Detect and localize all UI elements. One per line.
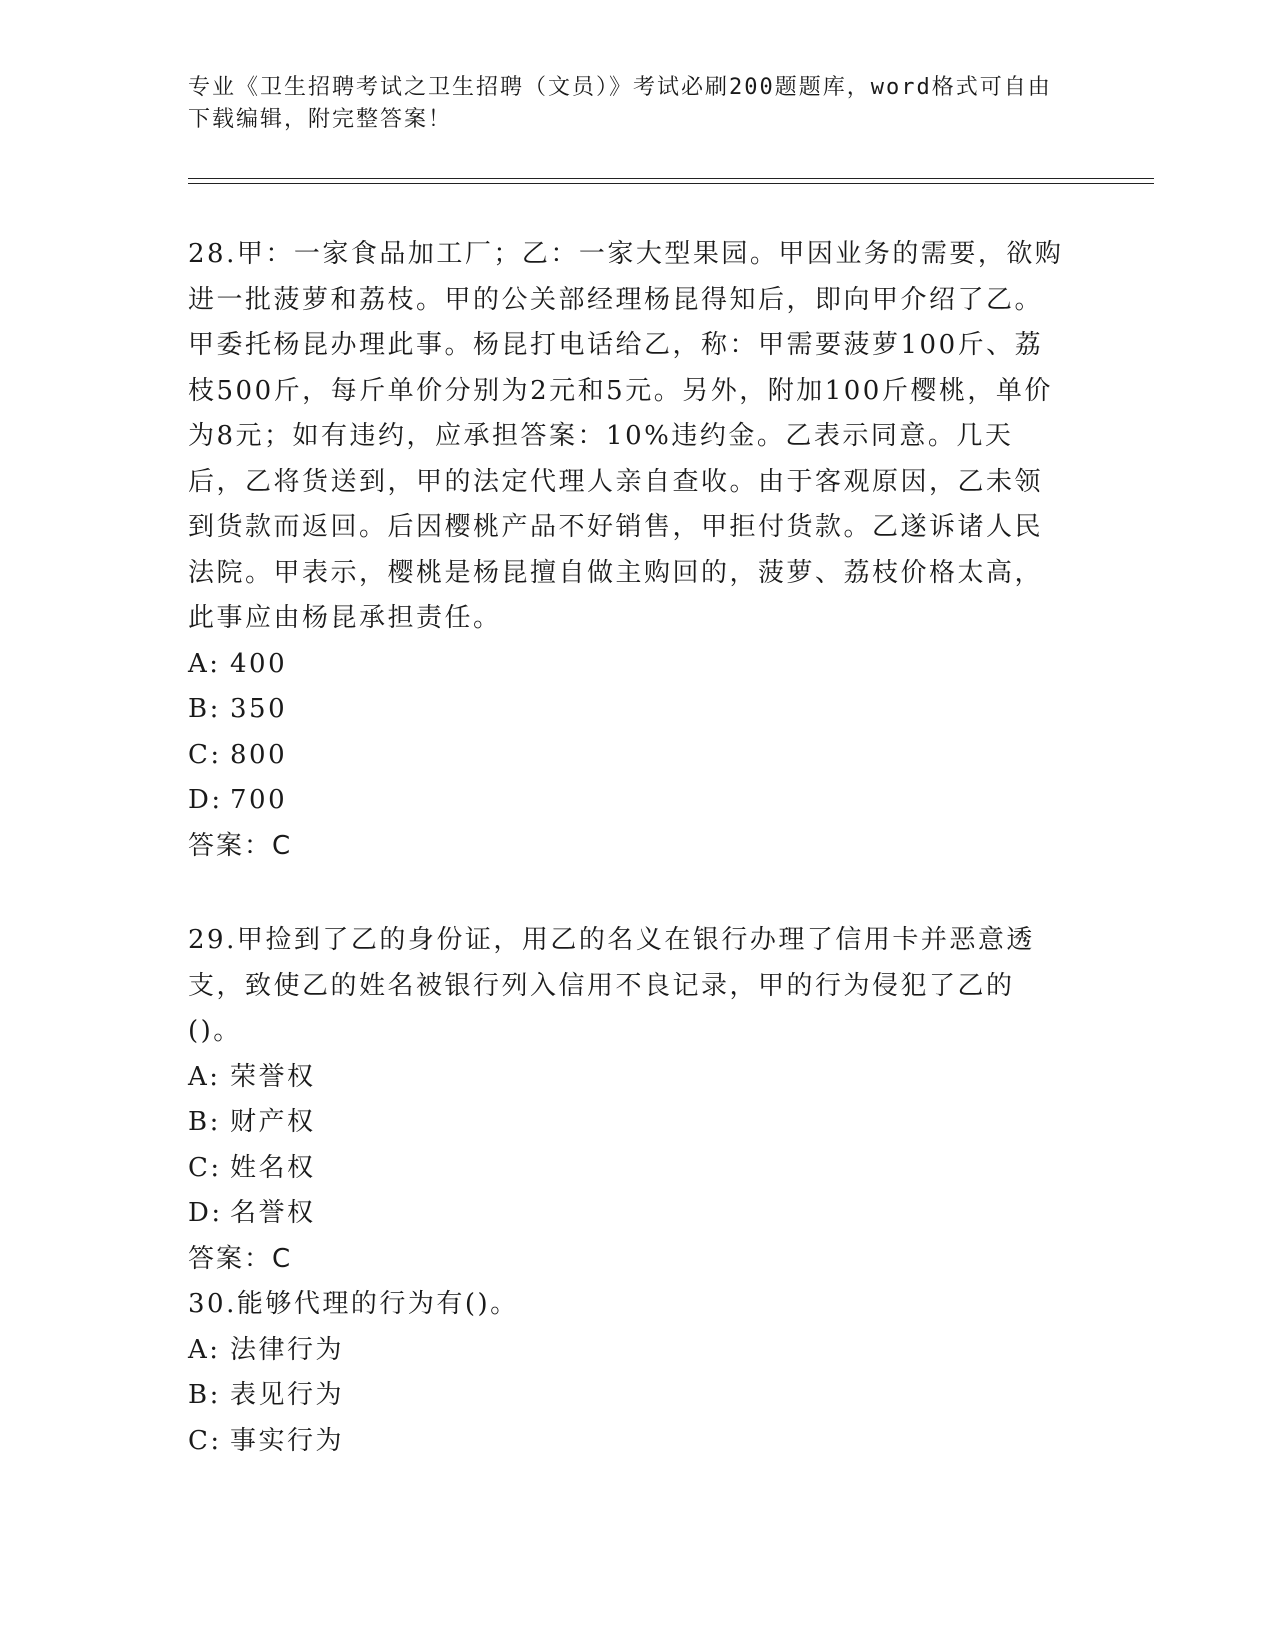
option-b	[188, 1373, 1068, 1419]
option-c	[188, 1419, 1068, 1465]
option-text: 400	[230, 648, 288, 679]
question-stem: 30.能够代理的行为有()。	[188, 1289, 519, 1319]
header-rule-bottom	[188, 183, 1154, 184]
option-text: 事实行为	[230, 1425, 345, 1456]
option-key: C:	[188, 739, 222, 770]
option-c	[188, 1146, 1068, 1192]
option-text: 表见行为	[230, 1380, 345, 1410]
option-key: A:	[188, 1334, 221, 1365]
option-text: 700	[230, 785, 288, 815]
question-stem: 28.甲：一家食品加工厂；乙：一家大型果园。甲因业务的需要，欲购进一批菠萝和荔枝。甲的公关部经理杨昆得知后，即向甲介绍了乙。甲委托杨昆办理此事。杨昆打电话给乙，称：甲需要菠萝100斤、荔枝500斤，每斤单价分别为2元和5元。另外，附加100斤樱桃，单价为8元；如有违约，应承担答案：10%违约金。乙表示同意。几天后，乙将货送到，甲的法定代理人亲自查收。由于客观原因，乙未领到货款而返回。后因樱桃产品不好销售，甲拒付货款。乙遂诉诸人民法院。甲表示，樱桃是杨昆擅自做主购回的，菠萝、荔枝价格太高，此事应由杨昆承担责任。	[188, 239, 1064, 633]
question-stem: 29.甲捡到了乙的身份证，用乙的名义在银行办理了信用卡并恶意透支，致使乙的姓名被银行列入信用不良记录，甲的行为侵犯了乙的()。	[188, 925, 1035, 1046]
header-rule-top	[188, 178, 1154, 179]
option-text: 法律行为	[230, 1334, 345, 1365]
answer-line: 答案：C	[188, 1243, 293, 1274]
document-intro: 专业《卫生招聘考试之卫生招聘（文员）》考试必刷200题题库，word格式可自由下载编辑，附完整答案！	[188, 75, 1052, 132]
option-a	[188, 1055, 1068, 1101]
option-text: 名誉权	[230, 1198, 316, 1228]
option-key: A:	[188, 1061, 221, 1092]
option-key: B:	[188, 1107, 221, 1137]
option-text: 荣誉权	[230, 1061, 316, 1092]
answer-line: 答案：C	[188, 830, 293, 861]
question-29	[188, 918, 1068, 1282]
option-c	[188, 733, 1068, 779]
option-a	[188, 1328, 1068, 1374]
option-a	[188, 642, 1068, 688]
option-text: 800	[230, 739, 288, 770]
option-key: D:	[188, 1198, 223, 1228]
option-key: B:	[188, 1380, 221, 1410]
option-d	[188, 1191, 1068, 1237]
option-text: 财产权	[230, 1107, 316, 1137]
option-key: C:	[188, 1152, 222, 1183]
option-b	[188, 1100, 1068, 1146]
option-text: 姓名权	[230, 1152, 316, 1183]
option-key: B:	[188, 694, 221, 724]
question-30	[188, 1282, 1068, 1464]
question-28	[188, 232, 1068, 869]
option-key: A:	[188, 648, 221, 679]
option-key: C:	[188, 1425, 222, 1456]
option-b	[188, 687, 1068, 733]
option-d	[188, 778, 1068, 824]
option-text: 350	[230, 694, 288, 724]
option-key: D:	[188, 785, 223, 815]
